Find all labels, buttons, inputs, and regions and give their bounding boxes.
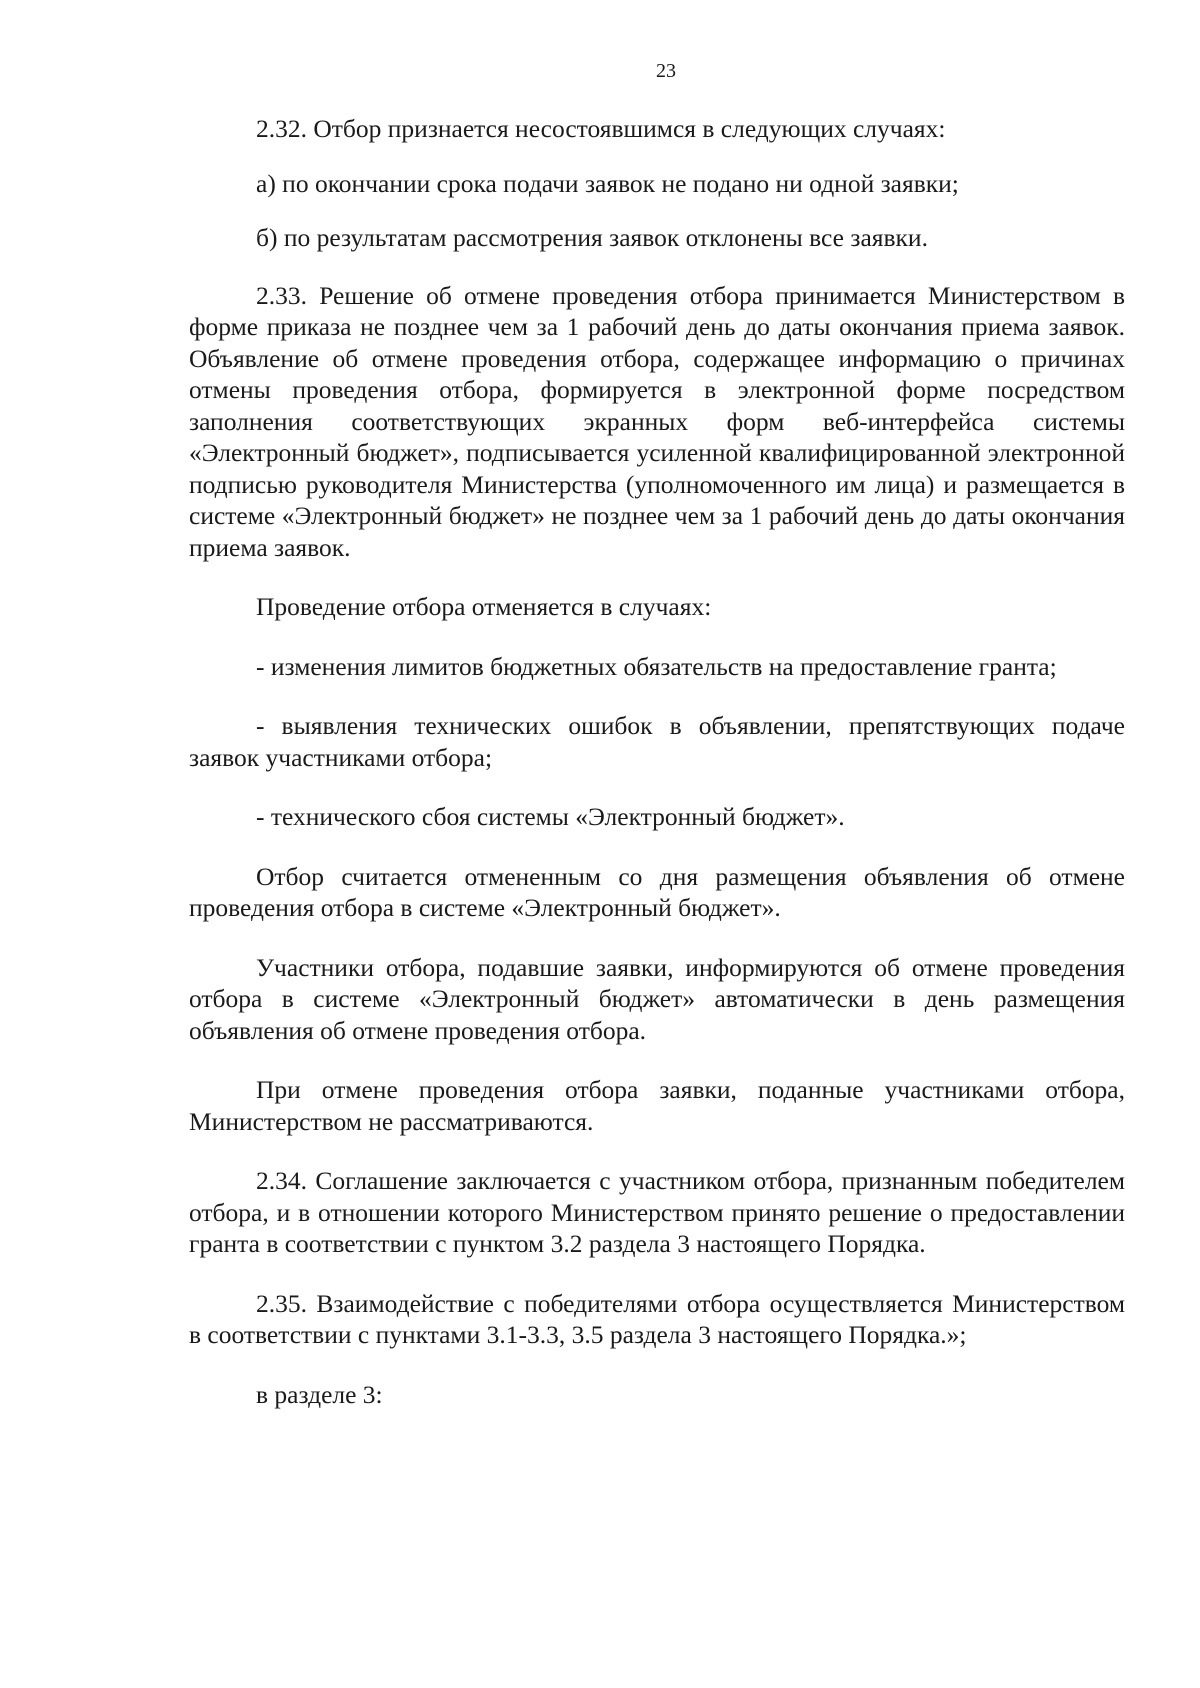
paragraph-2-33: 2.33. Решение об отмене проведения отбора принимается Министерством в форме приказа не позднее чем за 1 рабочий день до даты окончания приема заявок. Объявление об отмене проведения отбора, содержащее информацию о причинах отмены проведения отбора, формируется в электронной форме посредством заполнения соответствующих экранных форм веб-интерфейса системы «Электронный бюджет», подписывается усиленной квалифицированной электронной подписью руководителя Министерства (уполномоченного им лица) и размещается в системе «Электронный бюджет» не позднее чем за 1 рабочий день до даты окончания приема заявок.: [189, 280, 1125, 562]
paragraph-2-34: 2.34. Соглашение заключается с участником отбора, признанным победителем отбора, и в отношении которого Министерством принято решение о предоставлении гранта в соответствии с пунктом 3.2 раздела 3 настоящего Порядка.: [189, 1166, 1125, 1258]
paragraph-item-a: а) по окончании срока подачи заявок не подано ни одной заявки;: [256, 168, 959, 198]
page-number: 23: [656, 60, 676, 82]
paragraph-case-limits: - изменения лимитов бюджетных обязательств на предоставление гранта;: [256, 651, 1057, 681]
paragraph-section-3: в разделе 3:: [256, 1379, 383, 1409]
paragraph-applications-not-considered: При отмене проведения отбора заявки, поданные участниками отбора, Министерством не рассматриваются.: [189, 1075, 1125, 1136]
document-body: [189, 113, 1125, 1410]
paragraph-item-b: б) по результатам рассмотрения заявок отклонены все заявки.: [256, 223, 928, 252]
paragraph-cancelled-date: Отбор считается отмененным со дня размещения объявления об отмене проведения отбора в системе «Электронный бюджет».: [189, 861, 1125, 922]
paragraph-participants-informed: Участники отбора, подавшие заявки, информируются об отмене проведения отбора в системе «Электронный бюджет» автоматически в день размещения объявления об отмене проведения отбора.: [189, 952, 1125, 1045]
paragraph-2-32: 2.32. Отбор признается несостоявшимся в следующих случаях:: [256, 114, 946, 143]
paragraph-case-failure: - технического сбоя системы «Электронный бюджет».: [256, 802, 845, 831]
paragraph-case-errors: - выявления технических ошибок в объявлении, препятствующих подаче заявок участниками отбора;: [189, 711, 1125, 772]
paragraph-2-35: 2.35. Взаимодействие с победителями отбора осуществляется Министерством в соответствии с пунктами 3.1-3.3, 3.5 раздела 3 настоящего Порядка.»;: [189, 1288, 1125, 1349]
paragraph-cancel-cases: Проведение отбора отменяется в случаях:: [256, 592, 712, 621]
